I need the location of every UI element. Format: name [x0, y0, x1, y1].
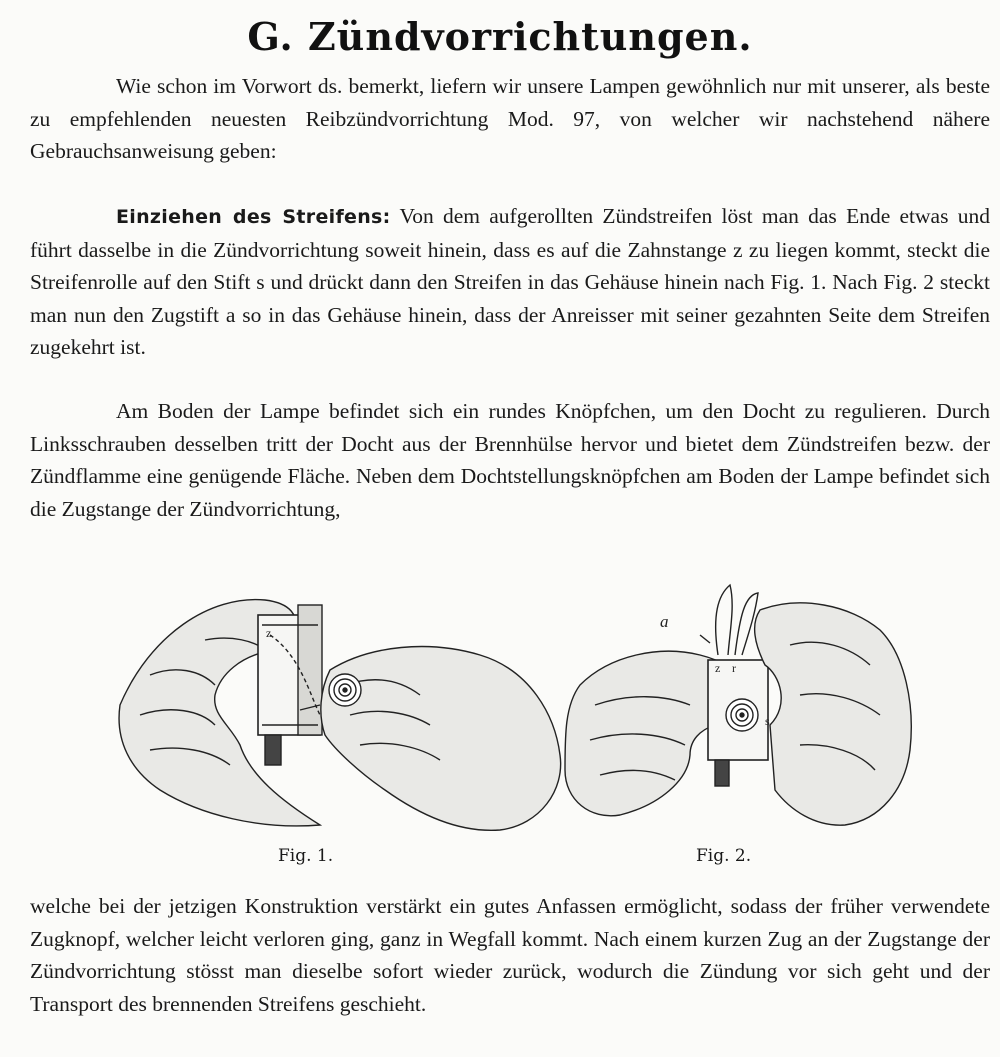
fig2-label-r: r: [732, 661, 736, 675]
insert-strip-heading: Einziehen des Streifens:: [116, 206, 391, 228]
fig2-label-s: s: [765, 714, 770, 728]
fig2-illustration: [565, 585, 911, 825]
fig1-illustration: [119, 600, 561, 831]
continuation-paragraph: welche bei der jetzigen Konstruktion verstärkt ein gutes Anfassen ermöglicht, sodass der früher verwendete Zugknopf, welcher leicht verloren ging, ganz in Wegfall kommt. Nach einem kurzen Zug an der Zugstange der Zündvorrichtung stösst man dieselbe sofort wieder zurück, wodurch die Zündung vor sich geht und der Transport des brennenden Streifens geschieht.: [30, 894, 990, 1016]
fig2-caption: Fig. 2.: [696, 846, 752, 866]
fig1-caption: Fig. 1.: [278, 846, 334, 866]
fig2-label-z: z: [715, 661, 721, 675]
page-title: G. Zündvorrichtungen.: [247, 14, 753, 59]
intro-paragraph: Wie schon im Vorwort ds. bemerkt, liefern wir unsere Lampen gewöhnlich nur mit unserer, als beste zu empfehlenden neuesten Reibzündvorrichtung Mod. 97, von welcher wir nachstehend nähere Gebrauchsanweisung geben:: [30, 74, 990, 163]
fig2-label-a: a: [660, 612, 669, 631]
boden-paragraph: Am Boden der Lampe befindet sich ein rundes Knöpfchen, um den Docht zu regulieren. Durch Linksschrauben desselben tritt der Docht aus der Brennhülse hervor und bietet dem Zündstreifen bezw. der Zündflamme eine genügende Fläche. Neben dem Dochtstellungsknöpfchen am Boden der Lampe befindet sich die Zugstange der Zündvorrichtung,: [30, 399, 990, 521]
insert-strip-paragraph: [30, 200, 990, 364]
fig1-label-z: z: [266, 626, 272, 640]
illustration-figures: [0, 575, 1000, 875]
insert-strip-text: Von dem aufgerollten Zündstreifen löst man das Ende etwas und führt dasselbe in die Zündvorrichtung soweit hinein, dass es auf die Zahnstange z zu liegen kommt, steckt die Streifenrolle auf den Stift s und drückt dann den Streifen in das Gehäuse hinein nach Fig. 1. Nach Fig. 2 steckt man nun den Zugstift a so in das Gehäuse hinein, dass der Anreisser mit seiner gezahnten Seite dem Streifen zugekehrt ist.: [30, 204, 990, 359]
